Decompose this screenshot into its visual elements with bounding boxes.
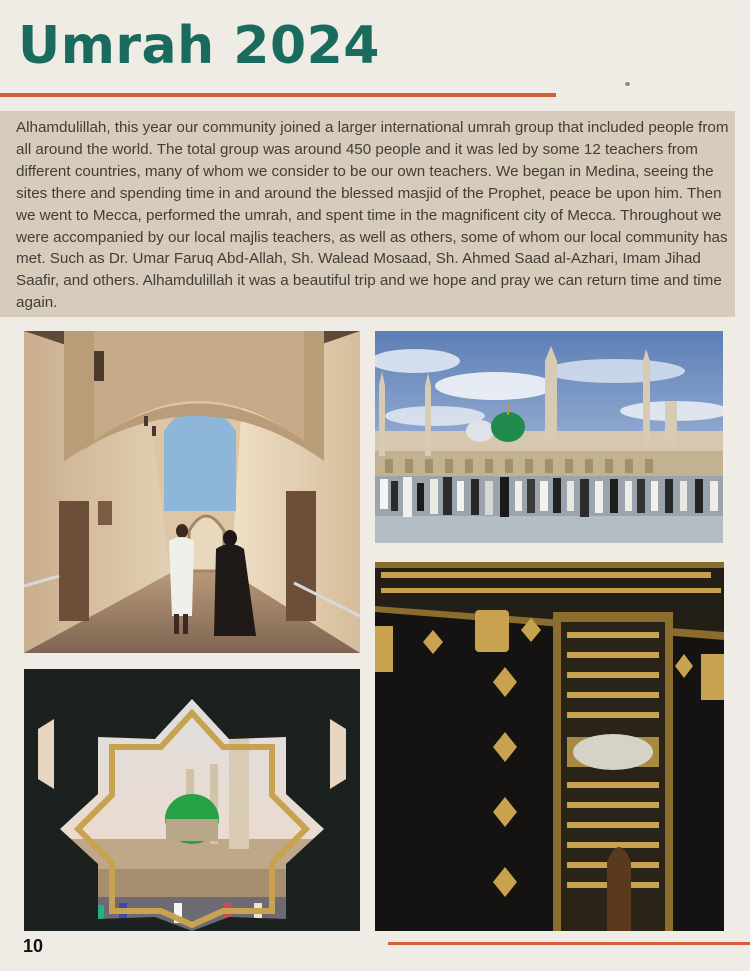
photo-mosque-courtyard <box>375 331 723 543</box>
intro-paragraph: Alhamdulillah, this year our community joined a larger international umrah group that included people from all around the world. The total group was around 450 people and it was led by some 12 teachers from different countries, many of whom we consider to be our own teachers. We began in Medina, seeing the sites there and spending time in and around the blessed masjid of the Prophet, peace be upon him. Then we went to Mecca, performed the umrah, and spent time in the magnificent city of Mecca. Throughout we were accompanied by our local majlis teachers, as well as others, some of whom our local community has met. Such as Dr. Umar Faruq Abd-Allah, Sh. Walead Mosaad, Sh. Ahmed Saad al-Azhari, Imam Jihad Saafir, and others. Alhamdulillah it was a beautiful trip and we hope and pray we can return time and time again. <box>0 111 735 317</box>
paper-speck <box>625 82 630 86</box>
photo-green-dome-lattice-art <box>24 669 360 931</box>
page-number: 10 <box>23 936 44 956</box>
photo-kaaba-kiswa-art <box>375 562 724 931</box>
photo-mosque-courtyard-art <box>375 331 723 543</box>
footer-rule <box>388 942 750 945</box>
photo-arched-corridor-art <box>24 331 360 653</box>
title-underline <box>0 93 556 97</box>
photo-kaaba-kiswa <box>375 562 724 931</box>
photo-arched-corridor <box>24 331 360 653</box>
photo-green-dome-lattice <box>24 669 360 931</box>
page-title: Umrah 2024 <box>18 16 380 76</box>
